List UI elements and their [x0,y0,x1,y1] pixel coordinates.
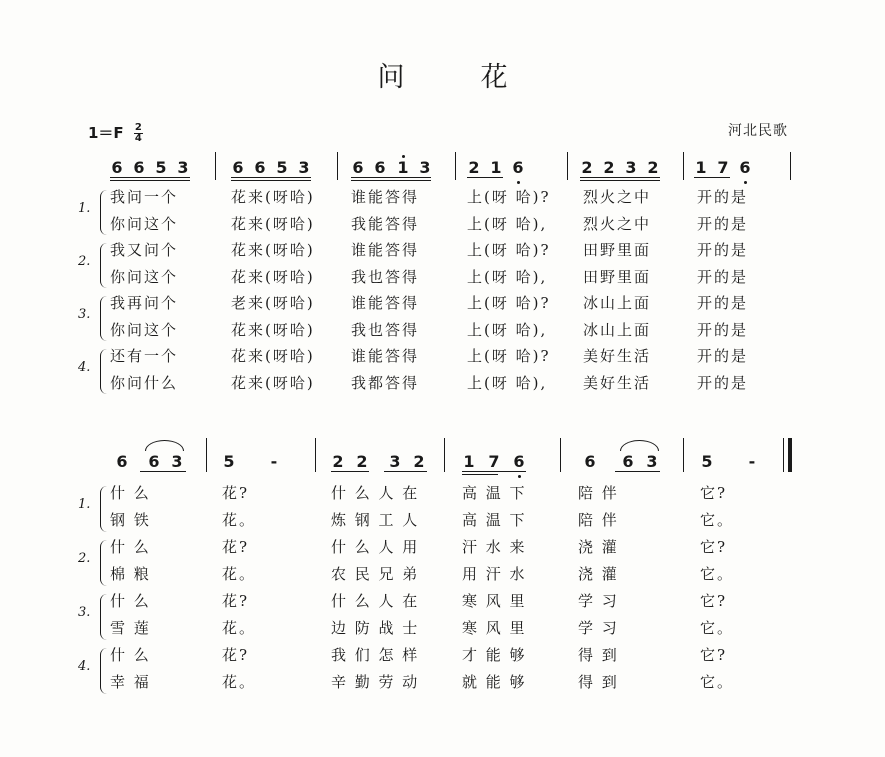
lyric-line [0,482,885,508]
lyric-cell: 边 防 战 士 [331,619,420,637]
lyric-cell: 它。 [700,673,735,691]
tie-arc [620,440,659,451]
lyric-cell: 它? [700,592,728,610]
note: 6 [374,158,386,177]
lyric-cell: 你问这个 [110,214,179,233]
beam-line [694,177,730,178]
lyric-cell: 它。 [700,565,735,583]
note: 7 [717,158,729,177]
lyric-cell: 花来(呀哈) [231,320,315,339]
note: 5 [701,452,713,471]
lyric-cell: 它。 [700,511,735,529]
lyric-cell: 谁能答得 [351,347,420,365]
lyric-line [0,239,885,265]
lyric-cell: 冰山上面 [583,294,652,312]
note: 2 [647,158,659,177]
lyric-cell: 花? [222,646,250,664]
lyric-cell: 还有一个 [110,347,179,365]
barline [560,438,561,472]
lyric-cell: 开的是 [697,347,749,365]
barline [206,438,207,472]
lyric-cell: 我能答得 [351,214,420,233]
lyric-cell: 花。 [222,565,257,583]
song-title [0,55,885,94]
lyric-cell: 陪 伴 [578,484,619,502]
lyric-cell: 就 能 够 [462,673,527,691]
verse-number: 2. [78,253,91,269]
lyric-line [0,644,885,670]
lyric-cell: 什 么 [110,646,151,664]
note: 2 [356,452,368,471]
lyric-cell: 寒 风 里 [462,619,527,637]
note: 5 [276,158,288,177]
beam-line [462,471,526,472]
time-sig-denominator: 4 [134,133,142,144]
lyric-cell: 花来(呀哈) [231,347,315,365]
note: 7 [488,452,500,471]
lyric-cell: 开的是 [697,267,749,286]
octave-dot-above [402,155,405,158]
lyric-line [0,213,885,239]
beam-line [351,177,431,178]
lyric-cell: 学 习 [578,619,619,637]
lyric-line [0,590,885,616]
beam-line [231,177,311,178]
lyric-cell: 棉 粮 [110,565,151,583]
verse-number: 3. [78,306,91,322]
lyric-cell: 什 么 人 在 [331,592,420,610]
note: 2 [413,452,425,471]
lyric-cell: 上(呀 哈)? [467,241,551,259]
beam-line [351,180,431,181]
lyric-cell: 我又问个 [110,241,179,259]
lyric-cell: 它? [700,484,728,502]
lyric-cell: 你问什么 [110,373,179,392]
note: 2 [332,452,344,471]
lyric-cell: 寒 风 里 [462,592,527,610]
note: 1 [397,158,409,177]
key-signature [88,122,143,144]
note: 3 [171,452,183,471]
lyric-cell: 炼 钢 工 人 [331,511,420,529]
beam-line [462,474,498,475]
lyric-cell: 它。 [700,619,735,637]
beam-line [580,177,660,178]
note: 6 [232,158,244,177]
note: 3 [625,158,637,177]
beam-line [615,471,660,472]
title-char-2: 花 [480,62,508,93]
lyric-cell: 得 到 [578,673,619,691]
lyric-line [0,671,885,697]
lyric-cell: 花。 [222,511,257,529]
lyric-cell: 上(呀 哈), [467,373,548,392]
lyric-cell: 它? [700,538,728,556]
note: - [270,452,278,471]
lyric-line [0,186,885,212]
barline [215,152,216,180]
note: 2 [603,158,615,177]
verse-number: 4. [78,359,91,375]
lyric-cell: 老来(呀哈) [231,294,315,312]
note: 6 [352,158,364,177]
lyric-cell: 花。 [222,619,257,637]
key-label: 1＝F [88,124,124,142]
verse-number: 4. [78,658,91,674]
lyric-cell: 开的是 [697,214,749,233]
lyric-cell: 开的是 [697,241,749,259]
time-signature [134,123,143,144]
lyric-cell: 花。 [222,673,257,691]
note: 6 [512,158,524,177]
tie-arc [145,440,184,451]
lyric-cell: 花? [222,592,250,610]
lyric-line [0,372,885,398]
note: 3 [419,158,431,177]
lyric-cell: 烈火之中 [583,188,652,206]
octave-dot-below [744,181,747,184]
lyric-cell: 什 么 人 在 [331,484,420,502]
lyric-cell: 花来(呀哈) [231,241,315,259]
beam-line [580,180,660,181]
time-sig-numerator: 2 [134,122,142,133]
lyric-cell: 上(呀 哈), [467,320,548,339]
verse-number: 3. [78,604,91,620]
octave-dot-below [517,181,520,184]
lyric-cell: 才 能 够 [462,646,527,664]
lyric-cell: 汗 水 来 [462,538,527,556]
lyric-cell: 花来(呀哈) [231,214,315,233]
barline [790,152,791,180]
barline [444,438,445,472]
lyric-cell: 什 么 [110,538,151,556]
beam-line [384,471,427,472]
barline [683,438,684,472]
note: 6 [622,452,634,471]
lyric-cell: 上(呀 哈)? [467,347,551,365]
lyric-cell: 田野里面 [583,267,652,286]
lyric-cell: 我也答得 [351,320,420,339]
verse-number: 1. [78,200,91,216]
note: 5 [155,158,167,177]
lyric-cell: 开的是 [697,294,749,312]
notes-row [0,446,885,478]
lyric-cell: 花来(呀哈) [231,373,315,392]
lyric-cell: 上(呀 哈)? [467,188,551,206]
lyric-cell: 花? [222,538,250,556]
note: 2 [581,158,593,177]
lyric-cell: 得 到 [578,646,619,664]
lyric-cell: 高 温 下 [462,511,527,529]
lyric-line [0,509,885,535]
final-barline-thin [783,438,784,472]
lyric-cell: 谁能答得 [351,241,420,259]
lyric-cell: 花来(呀哈) [231,267,315,286]
title-char-1: 问 [377,62,405,93]
lyric-cell: 上(呀 哈), [467,214,548,233]
lyric-cell: 幸 福 [110,673,151,691]
note: 6 [739,158,751,177]
note: 6 [111,158,123,177]
barline [315,438,316,472]
lyric-cell: 田野里面 [583,241,652,259]
lyric-cell: 我 们 怎 样 [331,646,420,664]
lyric-cell: 花? [222,484,250,502]
barline [337,152,338,180]
lyric-line [0,617,885,643]
lyric-cell: 浇 灌 [578,538,619,556]
lyric-cell: 什 么 人 用 [331,538,420,556]
note: 5 [223,452,235,471]
lyric-cell: 它? [700,646,728,664]
lyric-cell: 我也答得 [351,267,420,286]
lyric-cell: 浇 灌 [578,565,619,583]
lyric-cell: 辛 勤 劳 动 [331,673,420,691]
note: 6 [254,158,266,177]
beam-line [140,471,186,472]
lyric-cell: 开的是 [697,320,749,339]
lyric-cell: 你问这个 [110,267,179,286]
lyric-line [0,292,885,318]
lyric-cell: 什 么 [110,592,151,610]
lyric-cell: 上(呀 哈), [467,267,548,286]
lyric-cell: 谁能答得 [351,188,420,206]
note: 3 [646,452,658,471]
lyric-cell: 你问这个 [110,320,179,339]
beam-line [110,180,190,181]
lyric-line [0,345,885,371]
note: 6 [513,452,525,471]
note: 1 [463,452,475,471]
note: 2 [468,158,480,177]
note: 6 [133,158,145,177]
note: 6 [584,452,596,471]
octave-dot-below [518,475,521,478]
lyric-cell: 钢 铁 [110,511,151,529]
lyric-cell: 冰山上面 [583,320,652,339]
lyric-cell: 我再问个 [110,294,179,312]
lyric-line [0,319,885,345]
lyric-cell: 农 民 兄 弟 [331,565,420,583]
lyric-cell: 开的是 [697,373,749,392]
note: 1 [490,158,502,177]
beam-line [467,177,503,178]
note: 1 [695,158,707,177]
note: 3 [389,452,401,471]
note: 3 [298,158,310,177]
lyric-cell: 什 么 [110,484,151,502]
lyric-cell: 陪 伴 [578,511,619,529]
barline [683,152,684,180]
lyric-cell: 雪 莲 [110,619,151,637]
song-origin: 河北民歌 [728,123,788,139]
lyric-cell: 谁能答得 [351,294,420,312]
verse-number: 1. [78,496,91,512]
barline [788,438,792,472]
lyric-cell: 上(呀 哈)? [467,294,551,312]
note: - [748,452,756,471]
lyric-cell: 花来(呀哈) [231,188,315,206]
note: 6 [148,452,160,471]
lyric-cell: 烈火之中 [583,214,652,233]
note: 6 [116,452,128,471]
notes-row [0,152,885,184]
barline [455,152,456,180]
lyric-cell: 学 习 [578,592,619,610]
lyric-line [0,563,885,589]
lyric-cell: 美好生活 [583,373,652,392]
note: 3 [177,158,189,177]
beam-line [231,180,311,181]
beam-line [331,471,369,472]
lyric-line [0,266,885,292]
lyric-cell: 用 汗 水 [462,565,527,583]
barline [567,152,568,180]
lyric-cell: 高 温 下 [462,484,527,502]
lyric-cell: 美好生活 [583,347,652,365]
lyric-cell: 开的是 [697,188,749,206]
lyric-line [0,536,885,562]
lyric-cell: 我都答得 [351,373,420,392]
verse-number: 2. [78,550,91,566]
beam-line [110,177,190,178]
lyric-cell: 我问一个 [110,188,179,206]
